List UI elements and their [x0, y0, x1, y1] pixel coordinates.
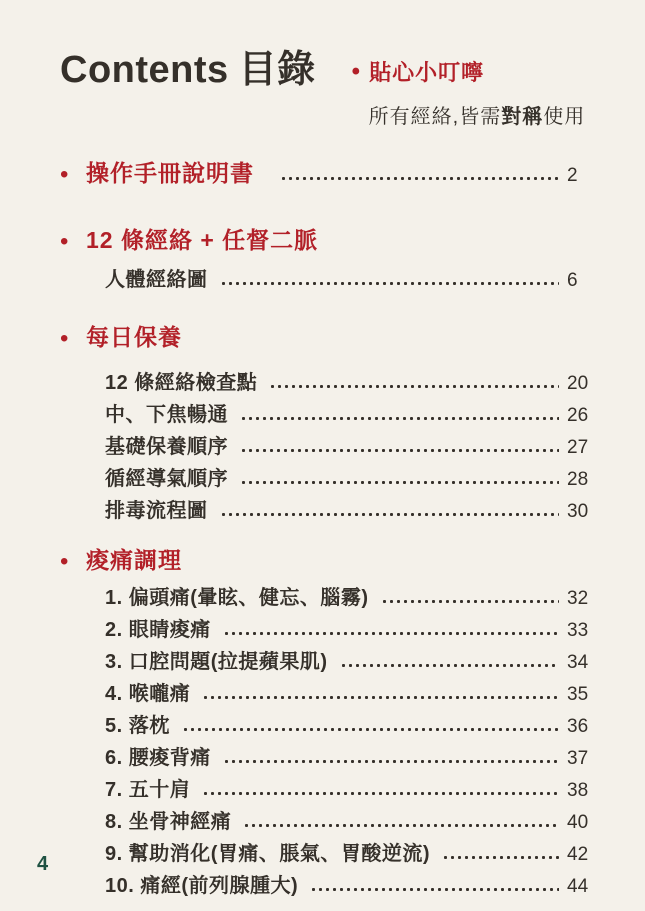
section-heading-row: [60, 155, 597, 188]
row-label: 1. 偏頭痛(暈眩、健忘、腦霧): [105, 587, 369, 609]
toc-list: [0, 155, 645, 901]
corner-page-number: 4: [37, 853, 49, 875]
page-number: 38: [567, 780, 589, 801]
dot-leader: [220, 281, 560, 286]
section-heading-row: [60, 222, 597, 255]
tip-note: [352, 100, 586, 129]
dot-leader: [310, 887, 559, 892]
dot-leader: [269, 384, 559, 389]
toc-row: [60, 263, 597, 295]
row-label: 12 條經絡檢查點: [105, 372, 258, 394]
page-title-en: Contents: [60, 49, 229, 91]
row-label: 4. 喉嚨痛: [105, 683, 191, 705]
toc-section-manual: [60, 155, 597, 188]
bullet-icon: •: [60, 325, 69, 352]
page-title: [60, 50, 316, 92]
dot-leader: [182, 727, 559, 732]
page-number: 26: [567, 405, 589, 426]
tip-heading: 貼心小叮嚀: [369, 60, 485, 85]
dot-leader: [220, 512, 560, 517]
page-number: 34: [567, 652, 589, 673]
row-label: 7. 五十肩: [105, 779, 191, 801]
bullet-icon: •: [60, 161, 69, 188]
toc-row: [60, 869, 597, 901]
dot-leader: [202, 695, 559, 700]
dot-leader: [240, 448, 559, 453]
toc-row: [60, 462, 597, 494]
page-number: 32: [567, 588, 589, 609]
page-number: 44: [567, 876, 589, 897]
bullet-icon: •: [60, 548, 69, 575]
toc-row: [60, 805, 597, 837]
toc-row: [60, 613, 597, 645]
row-label: 排毒流程圖: [105, 500, 208, 522]
row-label: 5. 落枕: [105, 715, 170, 737]
dot-leader: [240, 416, 559, 421]
page-number: 36: [567, 716, 589, 737]
page-number: 35: [567, 684, 589, 705]
page-number: 30: [567, 501, 589, 522]
bullet-icon: •: [351, 57, 362, 85]
row-label: 8. 坐骨神經痛: [105, 811, 232, 833]
tip-heading-row: [352, 56, 586, 87]
row-label: 10. 痛經(前列腺腫大): [105, 875, 299, 897]
tip-note-prefix: 所有經絡,皆需: [368, 106, 502, 128]
toc-row: [60, 494, 597, 526]
dot-leader: [340, 663, 559, 668]
toc-row: [60, 837, 597, 869]
section-items: [60, 581, 597, 901]
toc-section-pain: [60, 542, 597, 901]
toc-row: [60, 398, 597, 430]
page-number: 37: [567, 748, 589, 769]
page-header: [0, 0, 645, 129]
toc-row: [60, 645, 597, 677]
toc-row: [60, 430, 597, 462]
page-number: 42: [567, 844, 589, 865]
toc-row: [60, 366, 597, 398]
page-number: 28: [567, 469, 589, 490]
row-label: 9. 幫助消化(胃痛、脹氣、胃酸逆流): [105, 843, 431, 865]
dot-leader: [442, 855, 559, 860]
section-items: [60, 366, 597, 526]
page-title-zh: 目錄: [238, 49, 316, 91]
page-number: 20: [567, 373, 589, 394]
section-heading: 痠痛調理: [86, 547, 182, 573]
row-label: 循經導氣順序: [105, 468, 228, 490]
toc-section-daily: [60, 319, 597, 526]
section-heading: 每日保養: [86, 324, 182, 350]
bullet-icon: •: [60, 228, 69, 255]
section-heading: 12 條經絡 + 任督二脈: [86, 227, 319, 253]
row-label: 2. 眼睛痠痛: [105, 619, 211, 641]
dot-leader: [240, 480, 559, 485]
row-label: 人體經絡圖: [105, 269, 208, 291]
row-label: 基礎保養順序: [105, 436, 228, 458]
row-label: 6. 腰痠背痛: [105, 747, 211, 769]
tip-note-bold: 對稱: [501, 106, 544, 128]
page-number: 40: [567, 812, 589, 833]
toc-section-meridians: [60, 222, 597, 295]
section-heading-row: [60, 319, 597, 352]
toc-row: [60, 581, 597, 613]
dot-leader: [202, 791, 559, 796]
page-number: 2: [567, 165, 578, 186]
row-label: 中、下焦暢通: [105, 404, 228, 426]
page-number: 33: [567, 620, 589, 641]
dot-leader: [223, 759, 559, 764]
toc-row: [60, 677, 597, 709]
toc-row: [60, 709, 597, 741]
toc-row: [60, 773, 597, 805]
section-heading-row: [60, 542, 597, 575]
dot-leader: [280, 176, 559, 181]
row-label: 3. 口腔問題(拉提蘋果肌): [105, 651, 328, 673]
dot-leader: [243, 823, 559, 828]
tip-note-suffix: 使用: [543, 106, 586, 128]
dot-leader: [381, 599, 559, 604]
page-number: 6: [567, 270, 578, 291]
tip-block: [352, 50, 586, 129]
section-heading: 操作手冊說明書: [86, 160, 254, 186]
toc-row: [60, 741, 597, 773]
dot-leader: [223, 631, 559, 636]
page-number: 27: [567, 437, 589, 458]
